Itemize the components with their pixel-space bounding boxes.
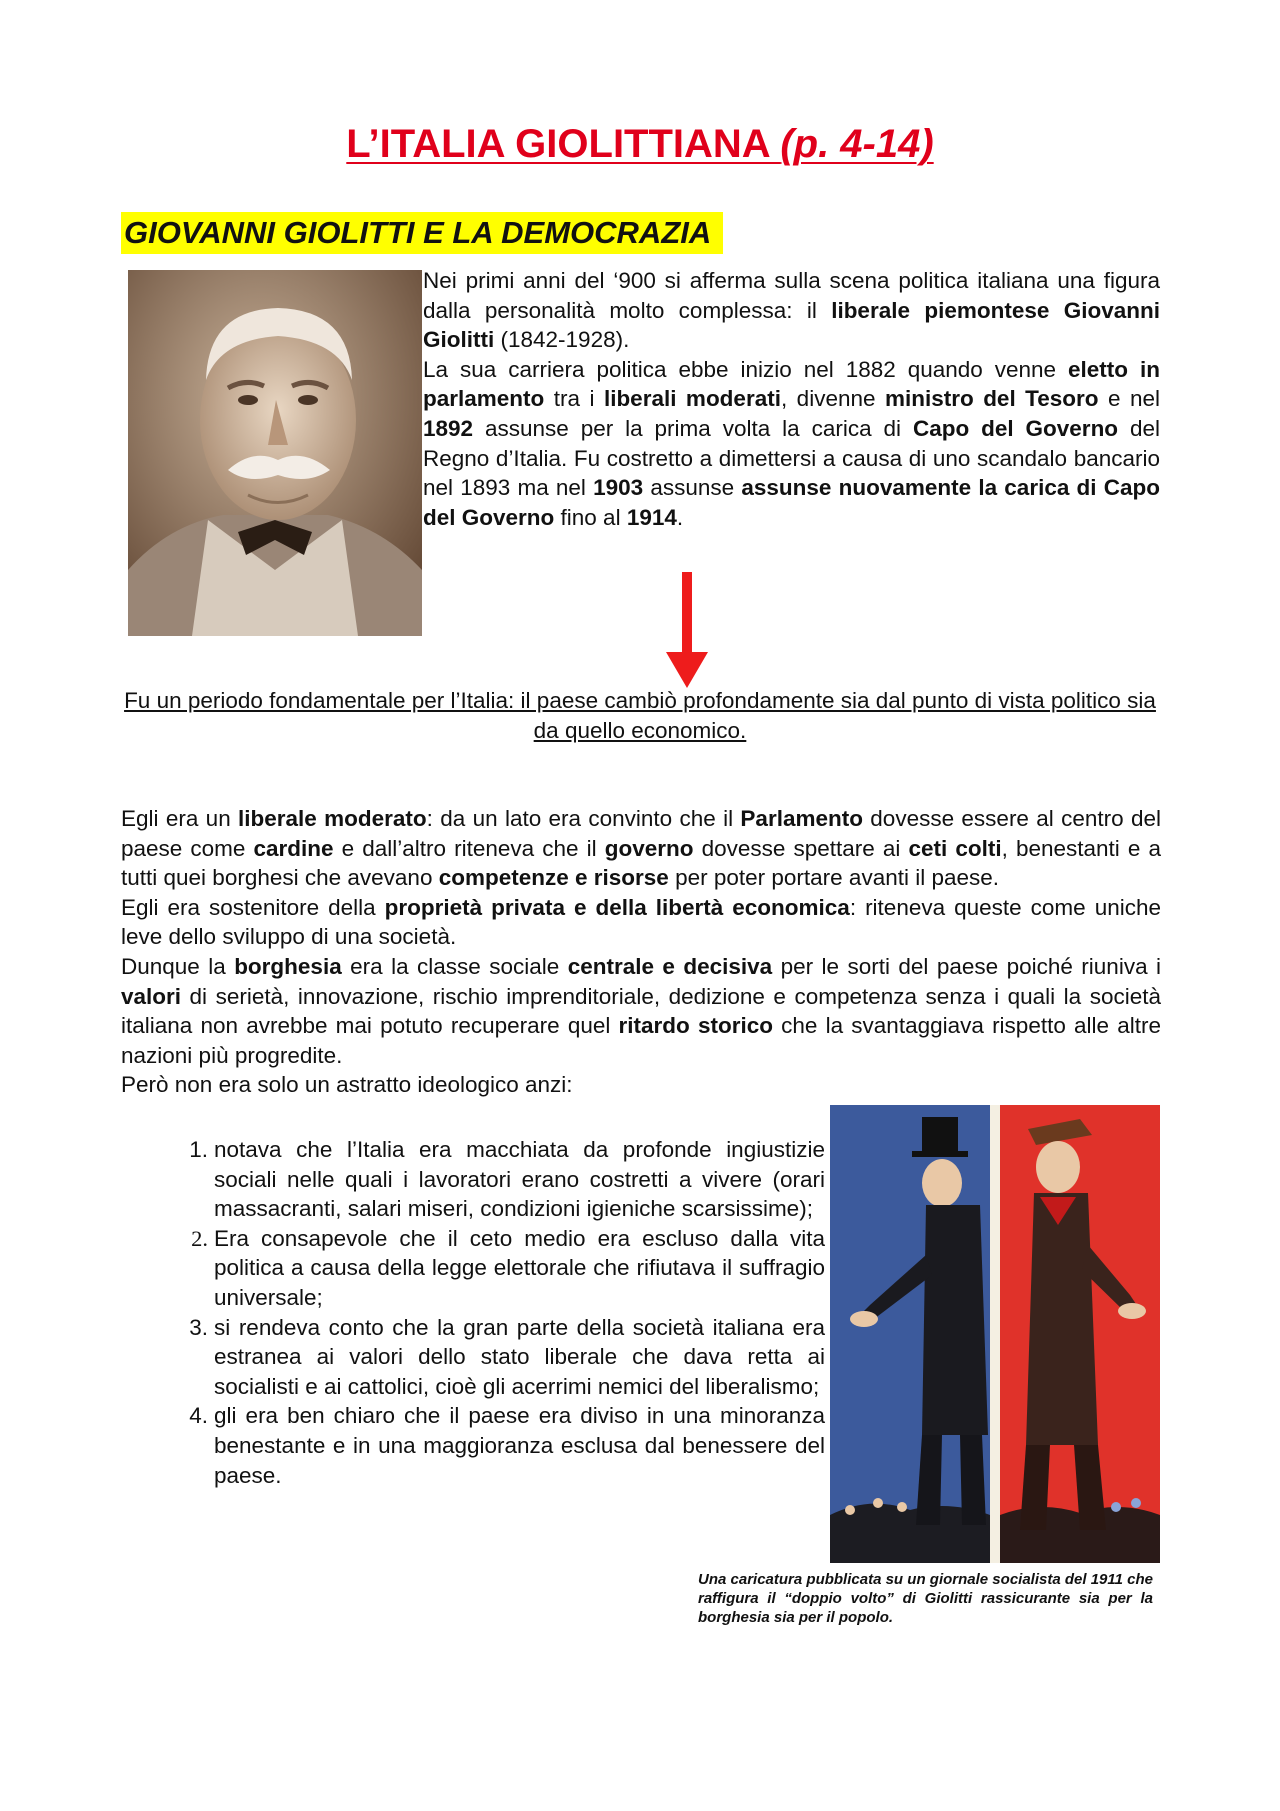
text-run: Dunque la [121, 953, 235, 979]
text-run: dovesse spettare ai [693, 835, 909, 861]
intro-bold: 1892 [423, 415, 474, 441]
text-run: Egli era un [121, 806, 239, 831]
image-caption: Una caricatura pubblicata su un giornale socialista del 1911 che raffigura il “doppio volto” di Giolitti rassicurante sia per la borghesia sia per il popolo. [698, 1571, 1153, 1626]
text-run: che la svantaggiava rispetto alle altre nazioni più progredite. [121, 1013, 1161, 1068]
main-text [121, 804, 1161, 1100]
list-item [160, 1401, 825, 1490]
intro-text-run: assunse per la prima volta la carica di [473, 415, 913, 441]
bold-run: centrale e decisiva [567, 953, 773, 979]
paragraph: Però non era solo un astratto ideologico anzi: [121, 1072, 573, 1098]
intro-text [423, 266, 1160, 532]
document-title [0, 122, 1280, 167]
text-run: per poter portare avanti il paese. [668, 865, 1000, 891]
bold-run: proprietà privata e della libertà economica [384, 894, 850, 920]
text-run: : da un lato era convinto che il [426, 806, 741, 831]
text-run: dovesse essere al centro del paese come [121, 806, 1161, 861]
intro-text-run: . [676, 504, 684, 530]
intro-bold: ministro del Tesoro [884, 386, 1099, 412]
bold-run: valori [121, 983, 182, 1009]
text-run: e dall’altro riteneva che il [333, 835, 605, 861]
bold-run: ceti colti [908, 835, 1002, 861]
intro-bold: liberale piemontese Giovanni Giolitti [423, 297, 1160, 353]
list-number: 3. [189, 1314, 208, 1340]
bold-run: borghesia [234, 953, 342, 979]
intro-bold: 1903 [593, 475, 644, 501]
list-item-text: gli era ben chiaro che il paese era diviso in una minoranza benestante e in una maggioranza esclusa dal benessere del paese. [214, 1403, 825, 1488]
bold-run: cardine [253, 835, 334, 861]
title-pages: (p. 4-14) [780, 122, 934, 166]
text-run: per le sorti del paese poiché riuniva i [772, 953, 1161, 979]
list-item-text: si rendeva conto che la gran parte della società italiana era estranea ai valori dello stato liberale che dava retta ai socialisti e ai cattolici, cioè gli acerrimi nemici del liberalismo; [214, 1314, 825, 1399]
intro-text-run: (1842-1928). [494, 327, 630, 353]
intro-text-run: fino al [554, 504, 627, 530]
intro-text-run: e nel [1098, 386, 1160, 412]
paragraph [121, 893, 1161, 952]
intro-text-run: La sua carriera politica ebbe inizio nel 1882 quando venne [423, 356, 1069, 382]
section-heading: GIOVANNI GIOLITTI E LA DEMOCRAZIA [121, 212, 723, 254]
intro-text-run: Nei primi anni del ‘900 si afferma sulla scena politica italiana una figura dalla personalità molto complessa: il [423, 268, 1160, 323]
intro-bold: 1914 [626, 504, 677, 530]
intro-bold: liberali moderati [603, 386, 781, 412]
title-main: L’ITALIA GIOLITTIANA [346, 122, 781, 166]
bold-run: competenze e risorse [438, 865, 669, 891]
intro-text-run: assunse [643, 475, 742, 501]
text-run: di serietà, innovazione, rischio imprenditoriale, dedizione e competenza senza i quali la società italiana non avrebbe mai potuto recuperare quel [121, 983, 1161, 1039]
intro-bold: eletto in parlamento [423, 356, 1160, 412]
list-number: 2. [191, 1225, 208, 1251]
intro-bold: assunse nuovamente la carica di Capo del Governo [423, 475, 1160, 530]
bold-run: liberale moderato [238, 806, 427, 831]
giolitti-portrait [128, 270, 422, 636]
down-arrow-icon [664, 572, 710, 690]
intro-text-run: tra i [544, 386, 604, 412]
list-item [160, 1313, 825, 1402]
list-number: 1. [189, 1137, 208, 1162]
list-item [160, 1224, 825, 1313]
text-run: , benestanti e a tutti quei borghesi che avevano [121, 835, 1162, 891]
bold-run: Parlamento [740, 806, 863, 831]
text-run: : riteneva queste come uniche leve dello sviluppo di una società. [121, 894, 1161, 950]
text-run: era la classe sociale [341, 953, 568, 979]
numbered-list [160, 1135, 825, 1490]
list-item-text: Era consapevole che il ceto medio era escluso dalla vita politica a causa della legge elettorale che rifiutava il suffragio universale; [214, 1225, 825, 1310]
intro-bold: Capo del Governo [912, 415, 1119, 441]
intro-text-run: del Regno d’Italia. Fu costretto a dimettersi a causa di uno scandalo bancario nel 1893 ma nel [423, 415, 1161, 501]
key-statement: Fu un periodo fondamentale per l’Italia: il paese cambiò profondamente sia dal punto di vista politico sia da quello economico. [124, 688, 1156, 743]
list-item-text: notava che l’Italia era macchiata da profonde ingiustizie sociali nelle quali i lavoratori erano costretti a vivere (orari massacranti, salari miseri, condizioni igieniche scarsissime); [214, 1137, 825, 1222]
caricature-image [830, 1105, 1160, 1563]
list-number: 4. [189, 1403, 208, 1429]
bold-run: governo [604, 835, 694, 861]
paragraph [121, 804, 1161, 893]
intro-text-run: , divenne [780, 386, 885, 412]
bold-run: ritardo storico [618, 1013, 773, 1039]
list-item [160, 1135, 825, 1224]
paragraph [121, 952, 1161, 1070]
text-run: Egli era sostenitore della [121, 894, 385, 920]
